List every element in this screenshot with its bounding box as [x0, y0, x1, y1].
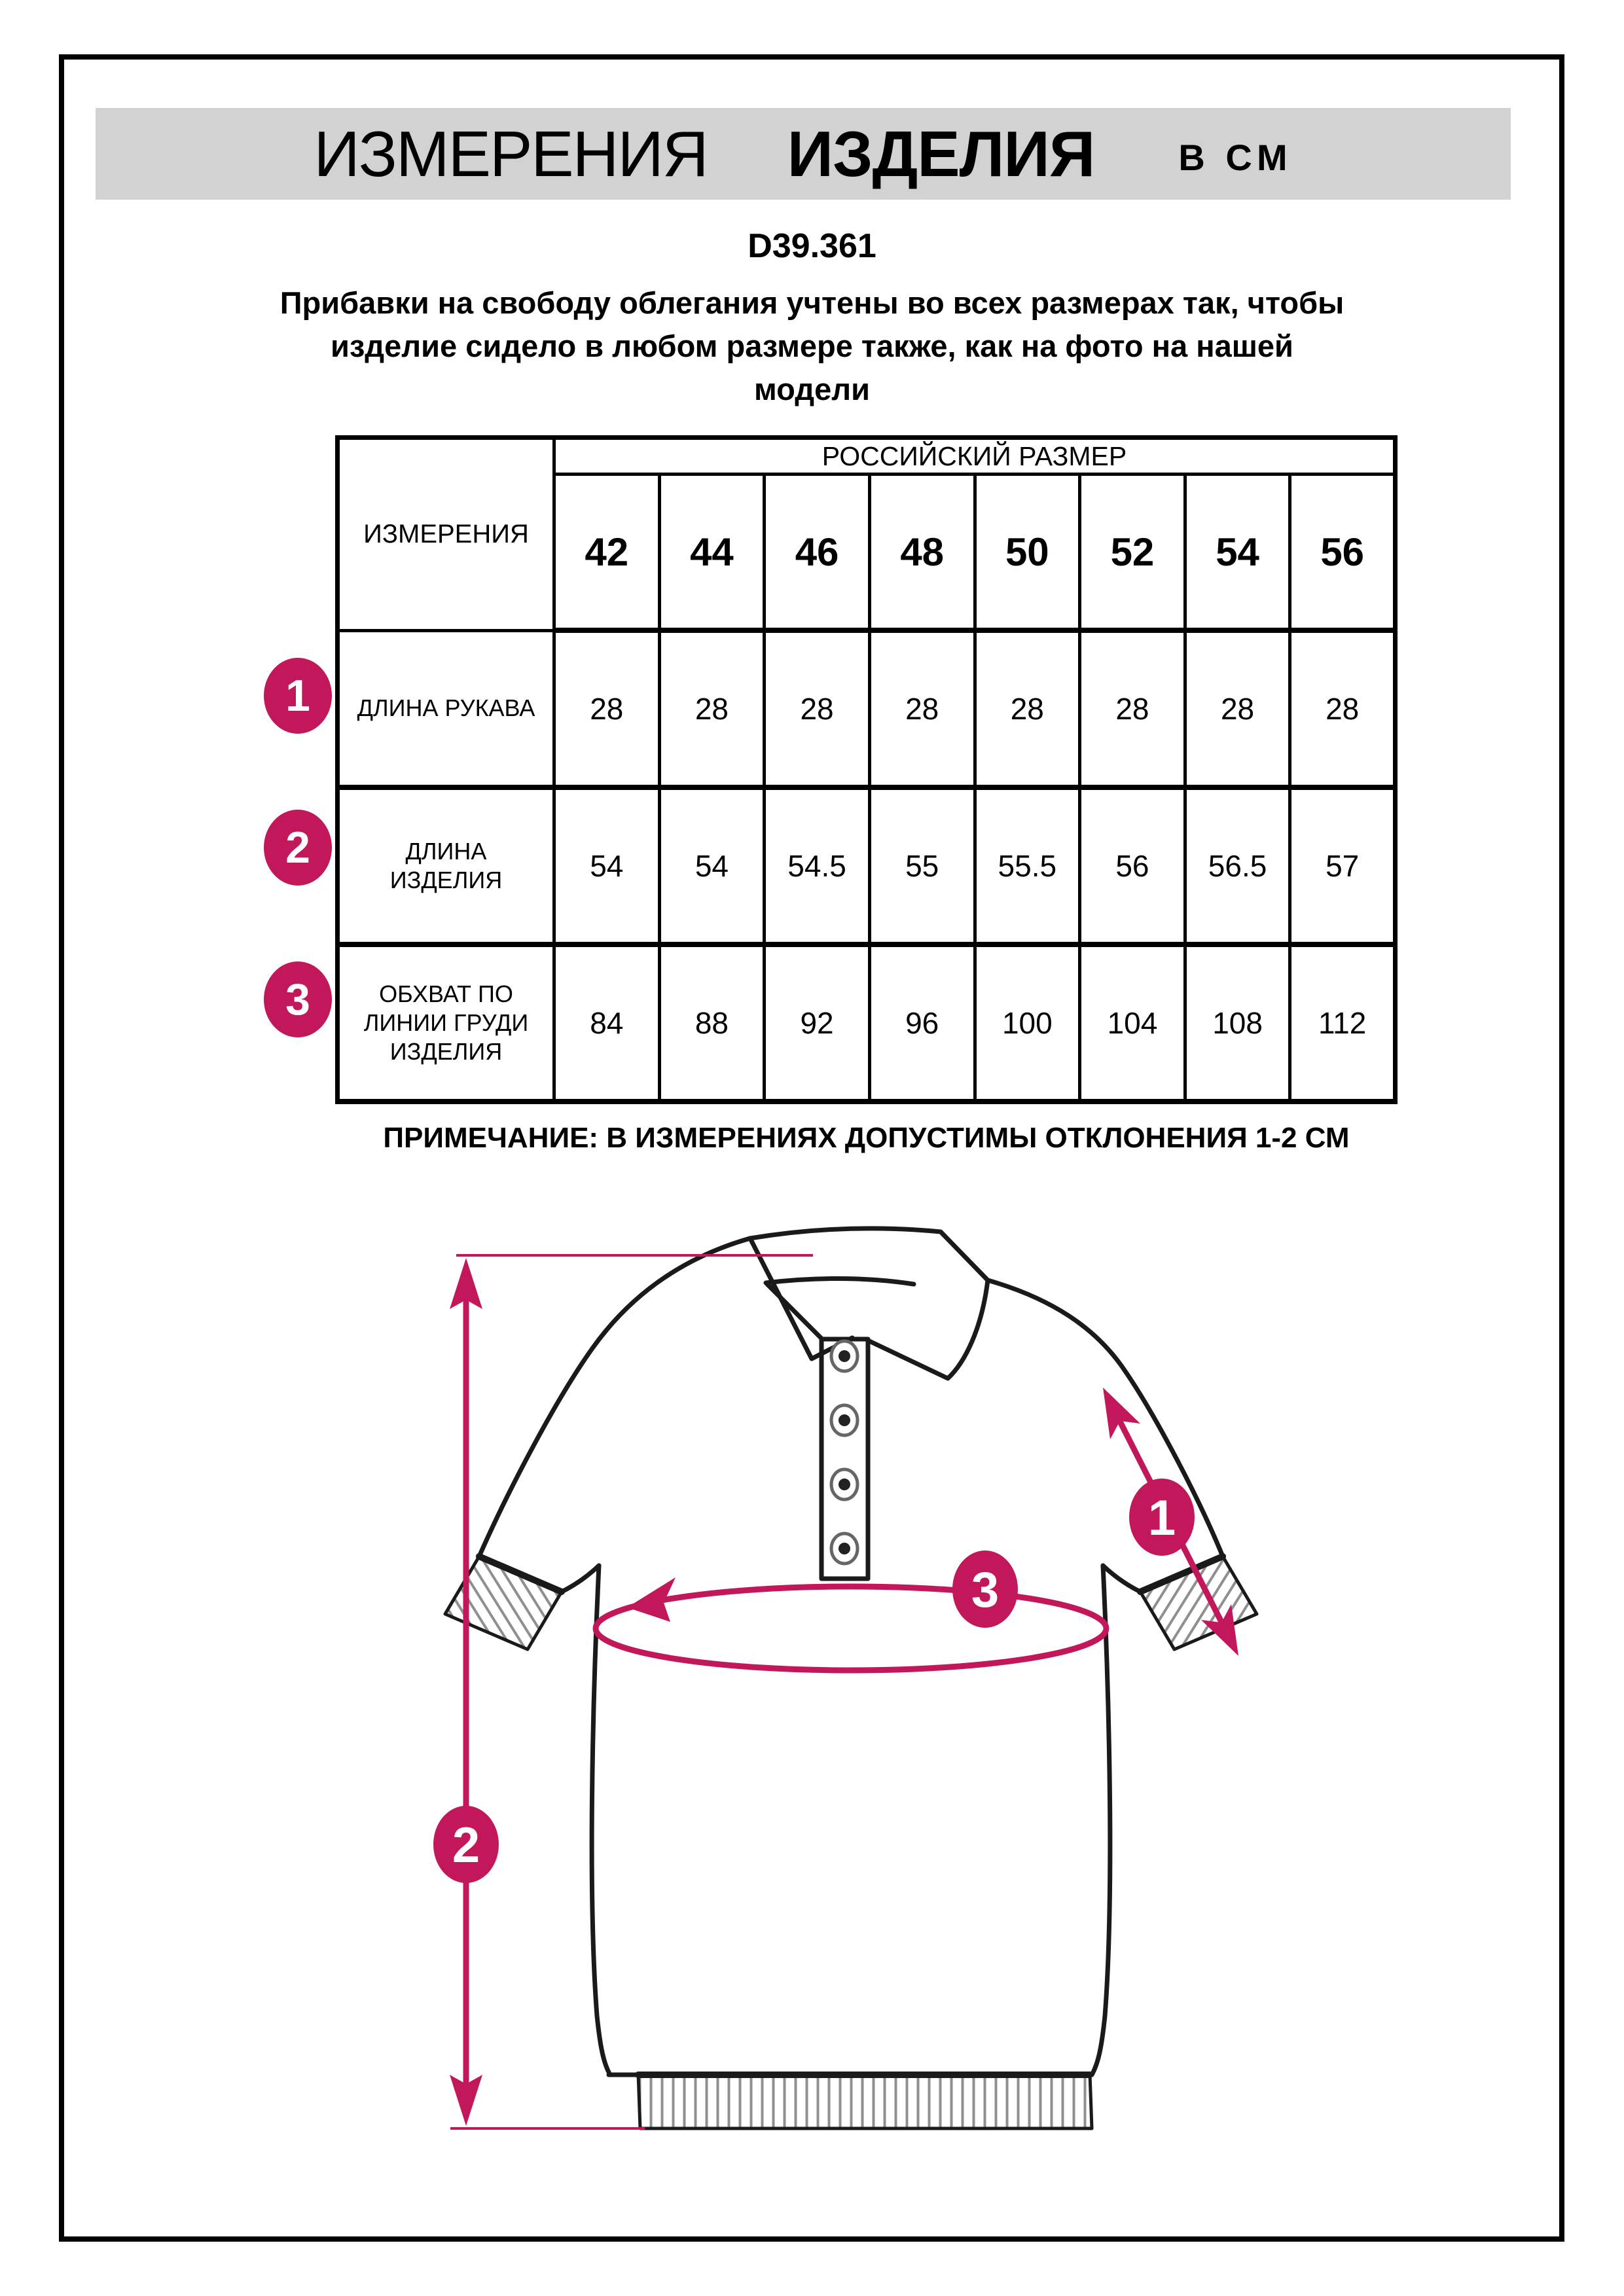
value-cell: 55.5 — [975, 787, 1080, 944]
polo-shirt-outline — [445, 1229, 1257, 2128]
collar-right-flap — [868, 1280, 988, 1378]
value-cell: 54 — [554, 787, 660, 944]
button — [831, 1341, 857, 1371]
row-label-line: ОБХВАТ ПО — [379, 980, 513, 1007]
size-cell: 52 — [1080, 475, 1185, 631]
svg-text:3: 3 — [971, 1562, 1000, 1618]
page-title-product: ИЗДЕЛИЯ — [787, 117, 1095, 190]
fit-description-line: Прибавки на свободу облегания учтены во всех размерах так, чтобы — [280, 285, 1344, 320]
row-label — [338, 630, 554, 787]
table-row-sleeve-length — [338, 630, 1396, 787]
product-code: D39.361 — [748, 227, 876, 265]
size-cell: 46 — [765, 475, 870, 631]
size-cell: 42 — [554, 475, 660, 631]
chest-girth-ellipse — [596, 1587, 1106, 1670]
row-label-line: ЛИНИИ ГРУДИ — [363, 1009, 529, 1036]
value-cell: 28 — [1185, 630, 1290, 787]
value-cell: 28 — [1080, 630, 1185, 787]
button — [831, 1534, 857, 1564]
size-cell: 54 — [1185, 475, 1290, 631]
right-sleeve-inner-edge — [1103, 1566, 1140, 1592]
value-cell: 88 — [659, 944, 765, 1102]
collar-fold-line — [766, 1278, 914, 1284]
size-table — [335, 435, 1398, 1104]
button — [831, 1405, 857, 1435]
fit-description-line: модели — [754, 372, 870, 406]
page-title-units: В СМ — [1178, 136, 1293, 178]
value-cell: 54 — [659, 787, 765, 944]
table-row-garment-length — [338, 787, 1396, 944]
left-cuff-rib — [445, 1556, 562, 1649]
size-cell: 50 — [975, 475, 1080, 631]
value-cell: 28 — [554, 630, 660, 787]
left-sleeve-inner-edge — [562, 1566, 599, 1592]
row-label — [338, 944, 554, 1102]
value-cell: 104 — [1080, 944, 1185, 1102]
sleeve-arrowhead-up — [1103, 1388, 1140, 1439]
value-cell: 56.5 — [1185, 787, 1290, 944]
row-label-line: ДЛИНА РУКАВА — [357, 694, 535, 722]
svg-text:1: 1 — [1147, 1490, 1176, 1546]
size-cell: 48 — [869, 475, 975, 631]
measurements-header-cell: ИЗМЕРЕНИЯ — [338, 438, 554, 631]
measurement-annotations — [433, 1255, 1238, 2128]
fit-description-line: изделие сидело в любом размере также, как на фото на нашей — [331, 329, 1293, 363]
row-label-line: ИЗДЕЛИЯ — [389, 1038, 503, 1065]
value-cell: 28 — [765, 630, 870, 787]
title-banner — [96, 108, 1511, 200]
table-group-header-row — [338, 438, 1396, 475]
measure-marker-1: 1 — [264, 658, 332, 734]
table-row-chest-girth — [338, 944, 1396, 1102]
svg-text:2: 2 — [452, 1818, 480, 1873]
diagram-marker-1 — [1129, 1479, 1195, 1556]
size-cell: 44 — [659, 475, 765, 631]
hem-rib — [638, 2073, 1092, 2128]
size-cell: 56 — [1290, 475, 1396, 631]
value-cell: 28 — [1290, 630, 1396, 787]
value-cell: 100 — [975, 944, 1080, 1102]
value-cell: 96 — [869, 944, 975, 1102]
value-cell: 54.5 — [765, 787, 870, 944]
row-label — [338, 787, 554, 944]
button — [831, 1469, 857, 1499]
tolerance-note: ПРИМЕЧАНИЕ: В ИЗМЕРЕНИЯХ ДОПУСТИМЫ ОТКЛОНЕНИЯ 1-2 СМ — [383, 1122, 1350, 1154]
page-title-measurements: ИЗМЕРЕНИЯ — [314, 117, 708, 190]
value-cell: 28 — [975, 630, 1080, 787]
row-label-line: ДЛИНА — [405, 838, 487, 865]
value-cell: 28 — [659, 630, 765, 787]
value-cell: 55 — [869, 787, 975, 944]
fit-description — [124, 281, 1500, 411]
collar-left-neckline — [767, 1284, 822, 1339]
value-cell: 56 — [1080, 787, 1185, 944]
garment-diagram — [393, 1211, 1375, 2193]
measure-marker-3: 3 — [264, 961, 332, 1037]
row-label-line: ИЗДЕЛИЯ — [389, 867, 503, 893]
diagram-marker-3 — [952, 1551, 1018, 1628]
value-cell: 112 — [1290, 944, 1396, 1102]
value-cell: 92 — [765, 944, 870, 1102]
value-cell: 28 — [869, 630, 975, 787]
diagram-marker-2 — [433, 1806, 499, 1883]
russian-size-header-cell: РОССИЙСКИЙ РАЗМЕР — [554, 438, 1396, 475]
measure-marker-2: 2 — [264, 810, 332, 886]
left-sleeve-outer-edge — [479, 1238, 750, 1556]
value-cell: 57 — [1290, 787, 1396, 944]
value-cell: 108 — [1185, 944, 1290, 1102]
value-cell: 84 — [554, 944, 660, 1102]
